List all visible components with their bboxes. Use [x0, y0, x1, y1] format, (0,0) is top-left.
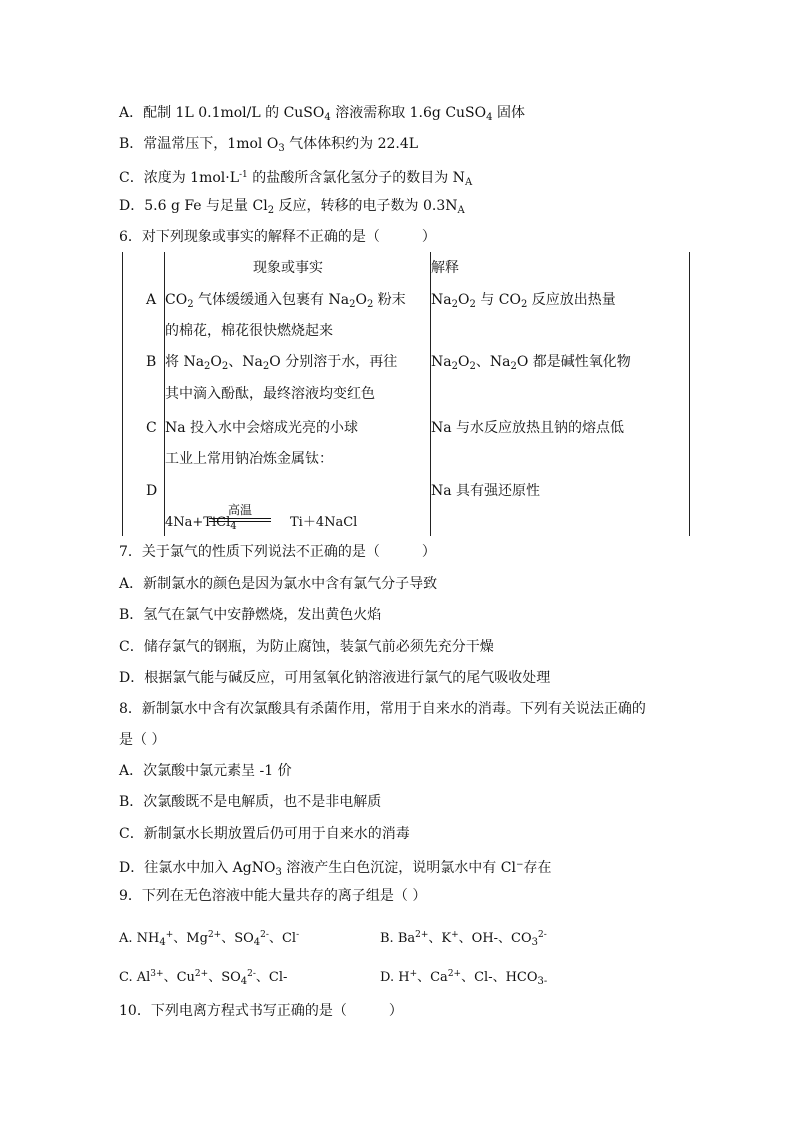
q9-option-c: C. $Al^{3+}$、$Cu^{2+}$、$SO_4^{2-}$、Cl- — [119, 969, 288, 987]
row-b-label: B — [146, 354, 157, 370]
q9-option-a: A. $NH_4^+$、$Mg^{2+}$、$SO_4^{2-}$、Cl- — [119, 930, 300, 948]
row-d-phenomenon-line1: 工业上常用钠冶炼金属钛： — [165, 451, 333, 467]
row-d-equation-right: Ti＋4NaCl — [290, 515, 358, 530]
row-a-phenomenon-line1: $CO_2$ 气体缓缓通入包裹有 $Na_2O_2$ 粉末 — [165, 292, 406, 310]
row-a-explanation: $Na_2O_2$ 与 $CO_2$ 反应放出热量 — [431, 292, 616, 310]
row-a-phenomenon-line2: 的棉花，棉花很快燃烧起来 — [165, 323, 333, 339]
row-a-label: A — [146, 292, 157, 308]
table-border-left — [122, 252, 123, 536]
double-equals-sign — [209, 518, 271, 522]
q8-stem-line1: 8．新制氯水中含有次氯酸具有杀菌作用，常用于自来水的消毒。下列有关说法正确的 — [119, 701, 646, 717]
q5-option-d: D．5.6 g Fe 与足量 $Cl_2$ 反应，转移的电子数为 $0.3N_A$ — [119, 198, 465, 216]
table-header-explanation: 解释 — [431, 260, 459, 276]
q8-option-a: A．次氯酸中氯元素呈 -1 价 — [119, 763, 292, 779]
q7-option-c: C．储存氯气的钢瓶，为防止腐蚀，装氯气前必须先充分干燥 — [119, 639, 494, 655]
row-c-label: C — [146, 420, 157, 436]
row-d-equation-condition: 高温 — [205, 503, 275, 522]
q9-stem: 9．下列在无色溶液中能大量共存的离子组是（ ） — [119, 888, 427, 904]
q8-option-d: D．往氯水中加入 AgNO$_3$ 溶液产生白色沉淀，说明氯水中有 Cl−存在 — [119, 860, 552, 878]
q7-option-a: A．新制氯水的颜色是因为氯水中含有氯气分子导致 — [119, 576, 438, 592]
q5-option-b: B．常温常压下，1mol $O_3$ 气体体积约为 22.4L — [119, 136, 419, 154]
q10-stem: 10．下列电离方程式书写正确的是（ ） — [119, 1003, 403, 1019]
q9-option-d: D. H+、$Ca^{2+}$、Cl-、$HCO_{3-}$ — [380, 969, 548, 987]
q7-option-d: D．根据氯气能与碱反应，可用氢氧化钠溶液进行氯气的尾气吸收处理 — [119, 670, 551, 686]
row-b-phenomenon-line1: 将 $Na_2O_2$、$Na_2O$ 分别溶于水，再往 — [165, 354, 398, 372]
row-b-phenomenon-line2: 其中滴入酚酞，最终溶液均变红色 — [165, 386, 375, 402]
q5-option-c: C．浓度为 $1mol\cdot L^{-1}$ 的盐酸所含氯化氢分子的数目为 $N_A$ — [119, 170, 473, 188]
q8-option-b: B．次氯酸既不是电解质，也不是非电解质 — [119, 794, 382, 810]
q7-option-b: B．氢气在氯气中安静燃烧，发出黄色火焰 — [119, 607, 382, 623]
row-d-equation-left: 4Na+TiCl$_4$ — [165, 515, 237, 532]
q5-option-a: A．配制 1L 0.1mol/L 的 CuSO$_4$ 溶液需称取 1.6g CuSO$_4$ 固体 — [119, 105, 525, 123]
table-header-phenomenon: 现象或事实 — [253, 260, 323, 276]
q9-option-b: B. $Ba^{2+}$、K+、OH-、$CO_3^{2-}$ — [380, 930, 547, 948]
row-d-explanation: Na 具有强还原性 — [431, 483, 541, 499]
row-c-phenomenon: Na 投入水中会熔成光亮的小球 — [165, 420, 359, 436]
table-border-right — [689, 252, 690, 536]
row-d-label: D — [146, 483, 158, 499]
row-b-explanation: $Na_2O_2$、$Na_2O$ 都是碱性氧化物 — [431, 354, 631, 372]
q7-stem: 7．关于氯气的性质下列说法不正确的是（ ） — [119, 544, 436, 560]
q8-option-c: C．新制氯水长期放置后仍可用于自来水的消毒 — [119, 826, 410, 842]
row-c-explanation: Na 与水反应放热且钠的熔点低 — [431, 420, 625, 436]
q8-stem-line2: 是（ ） — [119, 732, 166, 748]
q6-stem: 6．对下列现象或事实的解释不正确的是（ ） — [119, 229, 436, 245]
